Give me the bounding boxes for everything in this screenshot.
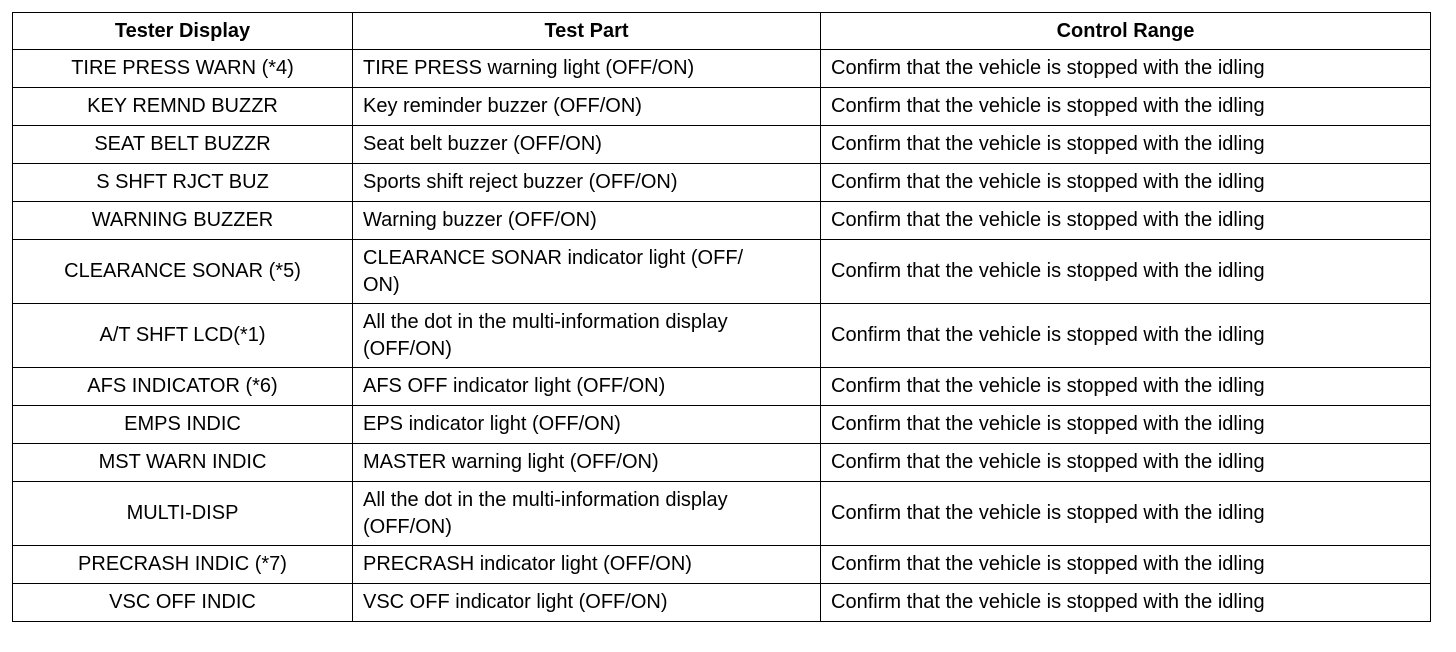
test-part-cell: Seat belt buzzer (OFF/ON): [353, 126, 821, 164]
control-range-cell: Confirm that the vehicle is stopped with the idling: [821, 482, 1431, 546]
test-part-cell: Sports shift reject buzzer (OFF/ON): [353, 164, 821, 202]
test-part-cell: TIRE PRESS warning light (OFF/ON): [353, 50, 821, 88]
table-row: [13, 482, 1431, 546]
control-range-cell: Confirm that the vehicle is stopped with the idling: [821, 50, 1431, 88]
test-part-line: (OFF/ON): [363, 337, 452, 360]
test-part-line: (OFF/ON): [363, 515, 452, 538]
tester-display-cell: PRECRASH INDIC (*7): [13, 546, 353, 584]
tester-display-cell: WARNING BUZZER: [13, 202, 353, 240]
control-range-cell: Confirm that the vehicle is stopped with the idling: [821, 406, 1431, 444]
table-row: [13, 584, 1431, 622]
control-range-cell: Confirm that the vehicle is stopped with the idling: [821, 164, 1431, 202]
test-part-cell: Key reminder buzzer (OFF/ON): [353, 88, 821, 126]
tester-display-cell: MULTI-DISP: [13, 482, 353, 546]
header-control-range: Control Range: [821, 13, 1431, 50]
test-part-line: All the dot in the multi-information display: [363, 310, 728, 333]
table-row: [13, 50, 1431, 88]
tester-display-cell: CLEARANCE SONAR (*5): [13, 240, 353, 304]
table-row: [13, 126, 1431, 164]
tester-display-cell: EMPS INDIC: [13, 406, 353, 444]
table-row: [13, 164, 1431, 202]
test-part-cell: [353, 240, 821, 304]
test-part-line: CLEARANCE SONAR indicator light (OFF/: [363, 246, 744, 269]
test-part-line: ON): [363, 273, 400, 296]
tester-display-cell: S SHFT RJCT BUZ: [13, 164, 353, 202]
header-row: [13, 13, 1431, 50]
table-row: [13, 444, 1431, 482]
table-row: [13, 88, 1431, 126]
header-test-part: Test Part: [353, 13, 821, 50]
test-part-cell: [353, 304, 821, 368]
active-test-table: [12, 12, 1431, 622]
test-part-cell: VSC OFF indicator light (OFF/ON): [353, 584, 821, 622]
table-row: [13, 202, 1431, 240]
table-row: [13, 546, 1431, 584]
tester-display-cell: TIRE PRESS WARN (*4): [13, 50, 353, 88]
control-range-cell: Confirm that the vehicle is stopped with the idling: [821, 546, 1431, 584]
control-range-cell: Confirm that the vehicle is stopped with the idling: [821, 444, 1431, 482]
control-range-cell: Confirm that the vehicle is stopped with the idling: [821, 126, 1431, 164]
test-part-cell: AFS OFF indicator light (OFF/ON): [353, 368, 821, 406]
tester-display-cell: KEY REMND BUZZR: [13, 88, 353, 126]
table-row: [13, 406, 1431, 444]
control-range-cell: Confirm that the vehicle is stopped with the idling: [821, 304, 1431, 368]
tester-display-cell: VSC OFF INDIC: [13, 584, 353, 622]
control-range-cell: Confirm that the vehicle is stopped with the idling: [821, 368, 1431, 406]
control-range-cell: Confirm that the vehicle is stopped with the idling: [821, 584, 1431, 622]
test-part-cell: Warning buzzer (OFF/ON): [353, 202, 821, 240]
tester-display-cell: SEAT BELT BUZZR: [13, 126, 353, 164]
table-row: [13, 240, 1431, 304]
test-part-line: All the dot in the multi-information display: [363, 488, 728, 511]
tester-display-cell: AFS INDICATOR (*6): [13, 368, 353, 406]
test-part-cell: PRECRASH indicator light (OFF/ON): [353, 546, 821, 584]
test-part-cell: MASTER warning light (OFF/ON): [353, 444, 821, 482]
header-tester-display: Tester Display: [13, 13, 353, 50]
table-row: [13, 368, 1431, 406]
table-row: [13, 304, 1431, 368]
test-part-cell: [353, 482, 821, 546]
control-range-cell: Confirm that the vehicle is stopped with the idling: [821, 88, 1431, 126]
control-range-cell: Confirm that the vehicle is stopped with the idling: [821, 202, 1431, 240]
control-range-cell: Confirm that the vehicle is stopped with the idling: [821, 240, 1431, 304]
test-part-cell: EPS indicator light (OFF/ON): [353, 406, 821, 444]
tester-display-cell: MST WARN INDIC: [13, 444, 353, 482]
tester-display-cell: A/T SHFT LCD(*1): [13, 304, 353, 368]
